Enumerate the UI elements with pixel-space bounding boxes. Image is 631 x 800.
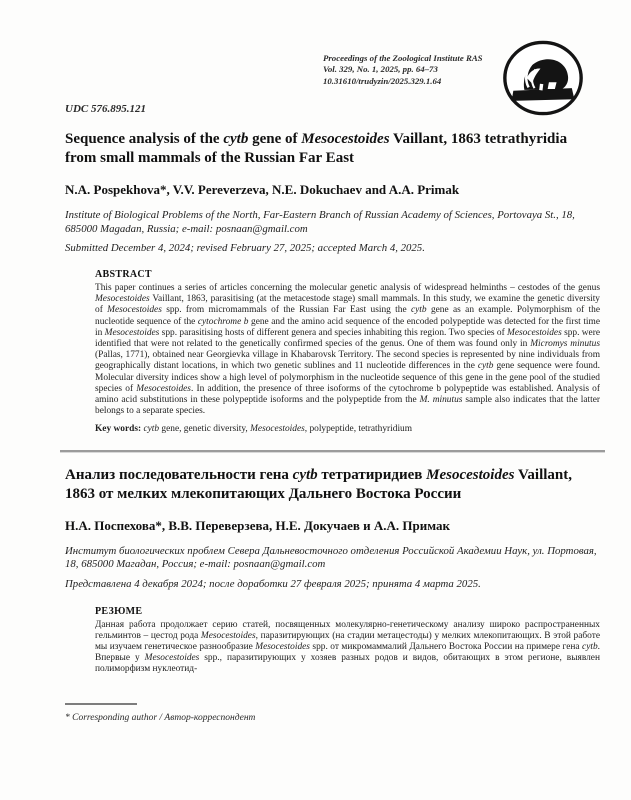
article-title-ru: Анализ последовательности гена cytb тетратиридиев Mesocestoides Vaillant, 1863 от мелких млекопитающих Дальнего Востока России [65,466,573,502]
corresponding-author-note: * Corresponding author / Автор-корреспондент [65,712,256,723]
footnote [65,703,600,723]
abstract-section [95,269,600,436]
article-title-en: Sequence analysis of the cytb gene of Mesocestoides Vaillant, 1863 tetrathyridia from small mammals of the Russian Far East [65,131,568,166]
footnote-rule [65,703,137,705]
abstract-text: This paper continues a series of articles concerning the molecular genetic analysis of widespread helminths – cestodes of the genus Mesocestoides Vaillant, 1863, parasitising (at the metacestode stage) small mammals. In this study, we examine the genetic diversity of Mesocestoides spp. from micromammals of the Russian Far East using the cytb gene as an example. Polymorphism of the nucleotide sequence of the cytochrome b gene and the amino acid sequence of the encoded polypeptide was detected for the first time in Mesocestoides spp. parasitising hosts of different genera and species inhabiting this region. Two species of Mesocestoides spp. were identified that were not related to the genetically confirmed species of the genus. One of them was found only in Micromys minutus (Pallas, 1771), obtained near Georgievka village in Khabarovsk Territory. The second species is represented by nine individuals from geographically distant locations, in which two genetic sublines and 11 nucleotide differences in the cytb gene sequence were found. Molecular diversity indices show a high level of polymorphism in the nucleotide sequence of this gene in the gene pool of the studied species of Mesocestoides. In addition, the presence of three isoforms of the cytochrome b polypeptide was established. Analysis of amino acid substitutions in these polypeptide isoforms and the polypeptide from the M. minutus sample also indicates that the latter belongs to a separate species. [95,283,600,417]
journal-doi: 10.31610/trudyzin/2025.329.1.64 [323,75,442,86]
resume-section [95,606,600,676]
affiliation-ru: Институт биологических проблем Севера Дальневосточного отделения Российской Академии Наук, ул. Портовая, 18, 685000 Магадан, Россия; e-mail: posnaan@gmail.com [65,544,597,571]
journal-name: Proceedings of the Zoological Institute RAS [323,53,483,63]
abstract-heading: ABSTRACT [95,269,152,280]
journal-volume: Vol. 329, No. 1, 2025, pp. 64–73 [323,64,438,75]
mammoth-icon [500,39,586,117]
authors-en: N.A. Pospekhova*, V.V. Pereverzeva, N.E. Dokuchaev and A.A. Primak [65,182,460,197]
submitted-dates-ru: Представлена 4 декабря 2024; после доработки 27 февраля 2025; принята 4 марта 2025. [65,577,481,590]
authors-ru: Н.А. Поспехова*, В.В. Переверзева, Н.Е. Докучаев и А.А. Примак [65,517,451,533]
submitted-dates-en: Submitted December 4, 2024; revised February 27, 2025; accepted March 4, 2025. [65,242,425,254]
affiliation-en: Institute of Biological Problems of the North, Far-Eastern Branch of Russian Academy of Sciences, Portovaya St., 18, 685000 Magadan, Russia; e-mail: posnaan@gmail.com [65,209,575,235]
section-divider [60,450,605,453]
journal-info [323,53,508,87]
resume-heading: РЕЗЮМЕ [95,605,143,617]
page-header [65,0,600,125]
resume-text: Данная работа продолжает серию статей, посвященных молекулярно-генетическому анализу широко распространенных гельминтов – цестод рода Mesocestoides, паразитирующих (на стадии метацестоды) у мелких млекопитающих. В этой работе мы изучаем генетическое разнообразие Mesocestoides spp. от микромаммалий Дальнего Востока России на примере гена cytb. Впервые у Mesocestoides spp., паразитирующих у хозяев разных родов и видов, обитающих в этом регионе, выявлен полиморфизм нуклеотид- [95,619,600,675]
keywords-line: Key words: cytb gene, genetic diversity, Mesocestoides, polypeptide, tetrathyridium [95,424,413,435]
institute-logo [500,39,586,117]
udc-number: UDC 576.895.121 [65,103,146,115]
